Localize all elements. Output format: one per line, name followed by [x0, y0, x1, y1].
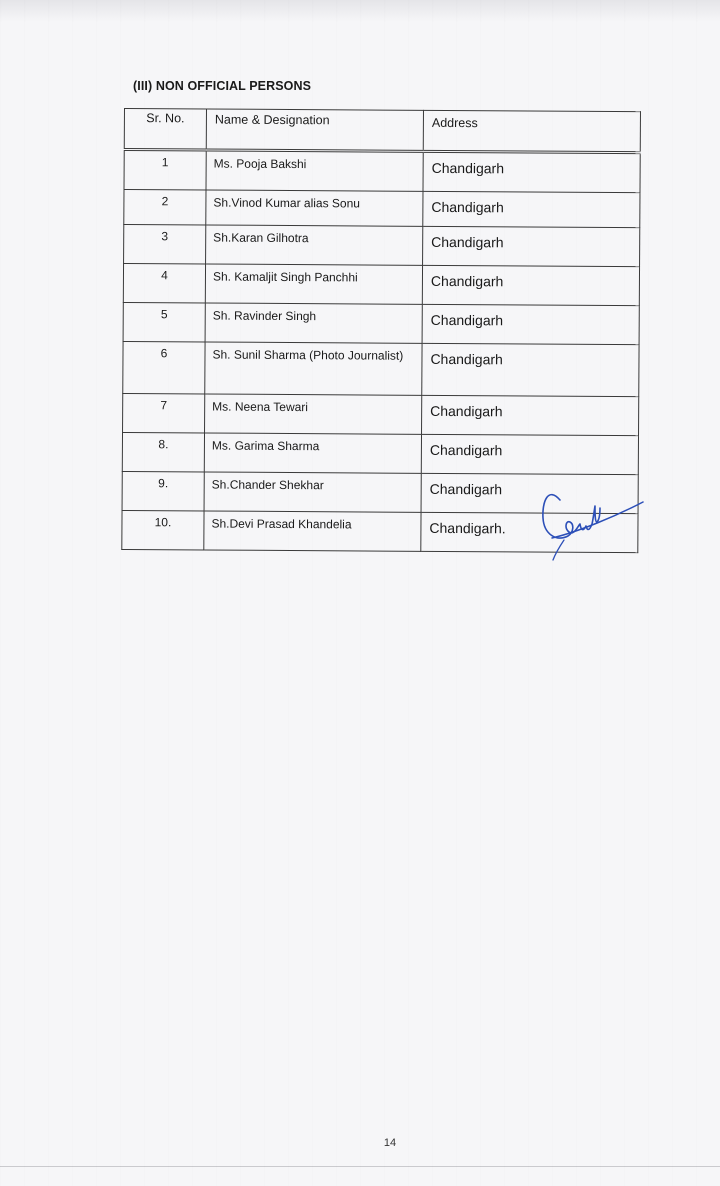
cell-sr-no: 5: [123, 302, 205, 342]
cell-address: Chandigarh: [422, 343, 639, 396]
cell-address: Chandigarh: [423, 226, 640, 266]
cell-name: Ms. Garima Sharma: [204, 433, 421, 473]
cell-address: Chandigarh: [421, 434, 638, 474]
cell-address: Chandigarh.: [421, 512, 638, 552]
cell-name: Sh.Vinod Kumar alias Sonu: [206, 190, 423, 226]
cell-sr-no: 10.: [122, 510, 204, 550]
cell-sr-no: 6: [123, 341, 205, 393]
header-name-designation: Name & Designation: [206, 109, 423, 151]
table-row: [124, 225, 640, 267]
cell-sr-no: 2: [124, 190, 206, 226]
cell-address: Chandigarh: [423, 191, 640, 227]
table-row: [123, 341, 639, 396]
cell-address: Chandigarh: [422, 304, 639, 344]
cell-name: Sh.Karan Gilhotra: [206, 225, 423, 265]
scan-top-shadow: [0, 0, 720, 22]
cell-name: Ms. Pooja Bakshi: [206, 150, 423, 191]
table-row: [123, 393, 639, 435]
cell-sr-no: 4: [123, 264, 205, 304]
page-bottom-edge: [0, 1166, 720, 1167]
header-sr-no: Sr. No.: [124, 109, 206, 151]
cell-name: Sh. Sunil Sharma (Photo Journalist): [205, 342, 422, 395]
page-number: 14: [383, 1137, 397, 1149]
cell-sr-no: 9.: [122, 471, 204, 511]
cell-address: Chandigarh: [422, 395, 639, 435]
table-row: [122, 432, 638, 474]
table-row: [124, 190, 640, 228]
table-row: [124, 150, 640, 193]
cell-sr-no: 7: [123, 393, 205, 433]
cell-name: Ms. Neena Tewari: [205, 394, 422, 434]
cell-address: Chandigarh: [422, 265, 639, 305]
cell-name: Sh. Kamaljit Singh Panchhi: [205, 264, 422, 304]
handwritten-signature: [538, 482, 648, 564]
cell-sr-no: 1: [124, 150, 206, 191]
table-row: [123, 264, 639, 306]
cell-name: Sh.Devi Prasad Khandelia: [204, 511, 421, 551]
cell-name: Sh. Ravinder Singh: [205, 303, 422, 343]
table-header-row: [124, 109, 640, 153]
cell-address: Chandigarh: [423, 151, 640, 192]
cell-sr-no: 3: [124, 225, 206, 265]
header-address: Address: [423, 110, 640, 152]
cell-name: Sh.Chander Shekhar: [204, 472, 421, 512]
cell-sr-no: 8.: [122, 432, 204, 472]
table-row: [123, 302, 639, 344]
section-heading: (III) NON OFFICIAL PERSONS: [133, 79, 312, 93]
cell-address: Chandigarh: [421, 473, 638, 513]
